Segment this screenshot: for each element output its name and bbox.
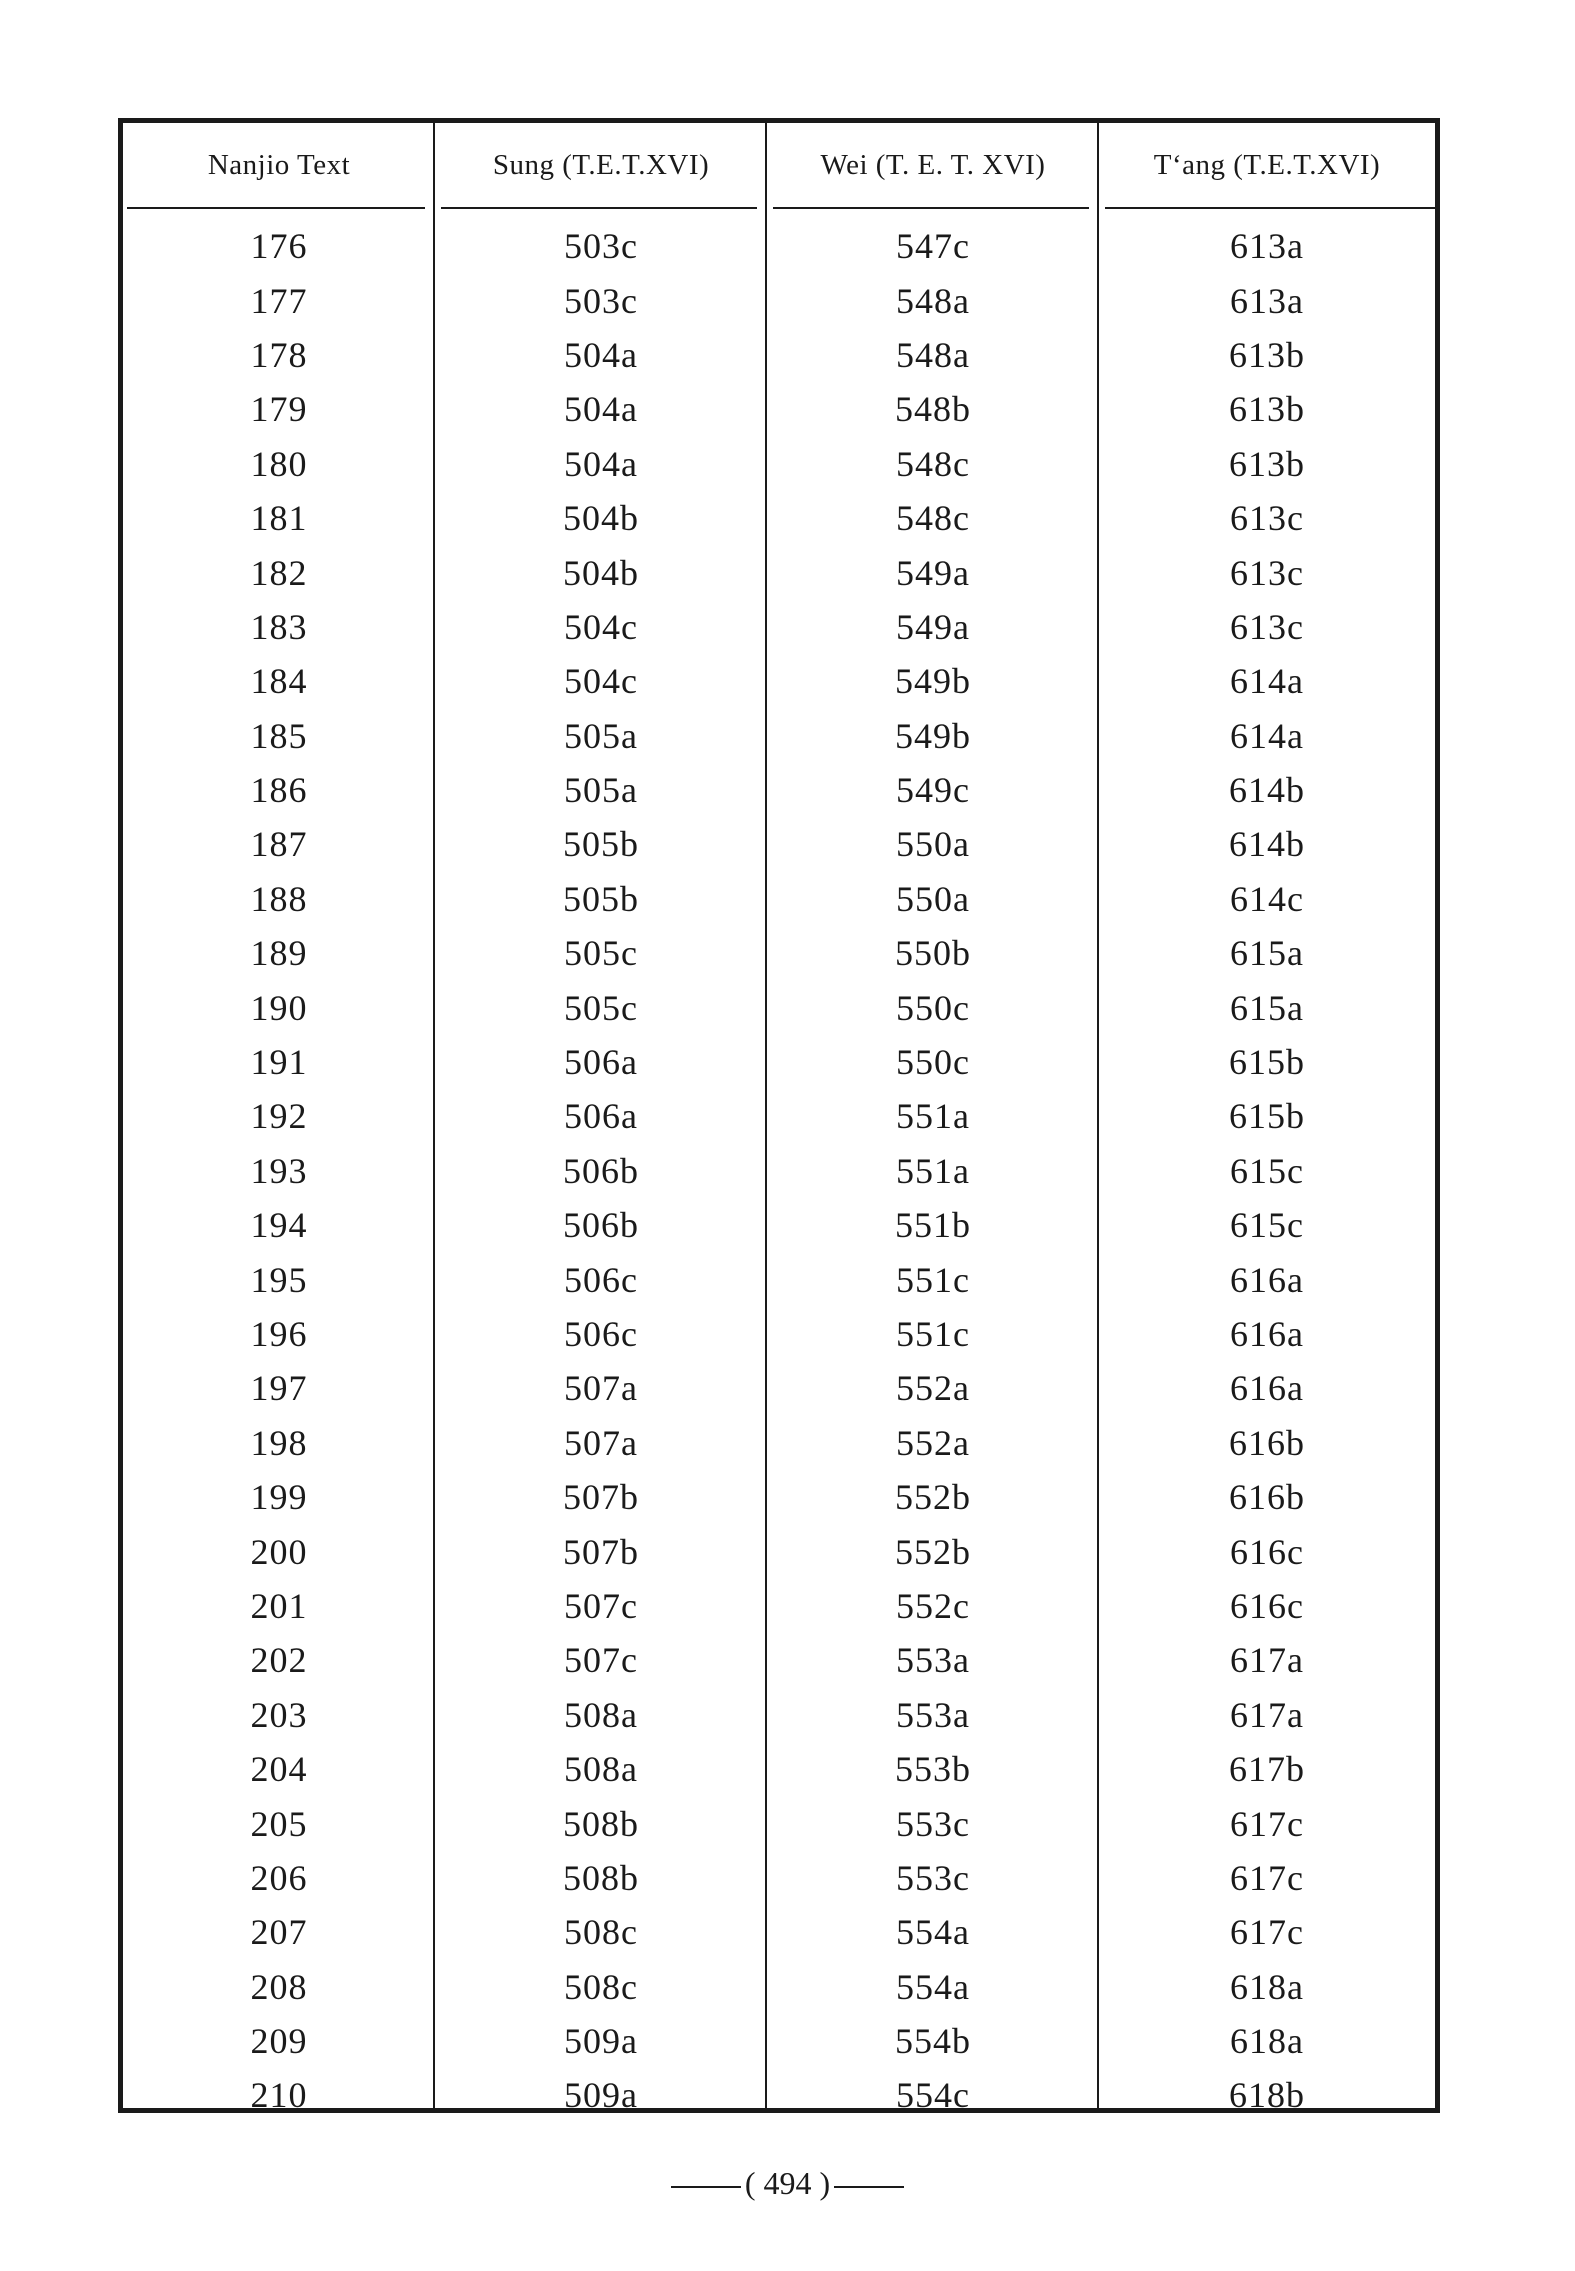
nanjio-cell: 194 <box>250 1205 308 1246</box>
wei-cell: 550a <box>896 824 970 865</box>
nanjio-cell: 192 <box>250 1096 308 1137</box>
table-row <box>123 872 1435 926</box>
wei-cell: 548b <box>895 389 971 430</box>
table-row <box>123 382 1435 436</box>
nanjio-cell: 182 <box>250 552 308 593</box>
header-rule <box>127 207 425 209</box>
wei-cell: 550b <box>895 933 971 974</box>
tang-cell: 615b <box>1229 1042 1305 1083</box>
nanjio-cell: 203 <box>250 1694 308 1735</box>
wei-cell: 552b <box>895 1531 971 1572</box>
nanjio-cell: 195 <box>250 1259 308 1300</box>
table-row <box>123 273 1435 327</box>
wei-cell: 553a <box>896 1640 970 1681</box>
table-row <box>123 1035 1435 1089</box>
table-row <box>123 1416 1435 1470</box>
tang-cell: 613c <box>1230 606 1304 647</box>
sung-cell: 504c <box>564 661 638 702</box>
tang-cell: 616c <box>1230 1585 1304 1626</box>
wei-cell: 553a <box>896 1694 970 1735</box>
nanjio-cell: 183 <box>250 606 308 647</box>
nanjio-cell: 180 <box>250 443 308 484</box>
wei-cell: 550c <box>896 1042 970 1083</box>
sung-cell: 506b <box>563 1205 639 1246</box>
table-row <box>123 980 1435 1034</box>
tang-cell: 616b <box>1229 1477 1305 1518</box>
tang-cell: 616b <box>1229 1422 1305 1463</box>
wei-cell: 551a <box>896 1150 970 1191</box>
tang-cell: 614a <box>1230 661 1304 702</box>
footer-dash <box>671 2186 741 2188</box>
table-row <box>123 1361 1435 1415</box>
nanjio-cell: 184 <box>250 661 308 702</box>
table-row <box>123 328 1435 382</box>
nanjio-cell: 185 <box>250 715 308 756</box>
sung-cell: 507a <box>564 1368 638 1409</box>
sung-cell: 503c <box>564 280 638 321</box>
wei-cell: 548c <box>896 498 970 539</box>
sung-cell: 507a <box>564 1422 638 1463</box>
sung-cell: 503c <box>564 226 638 267</box>
nanjio-cell: 181 <box>250 498 308 539</box>
sung-cell: 504c <box>564 606 638 647</box>
sung-cell: 509a <box>564 2021 638 2062</box>
nanjio-cell: 176 <box>250 226 308 267</box>
wei-cell: 548c <box>896 443 970 484</box>
tang-cell: 617a <box>1230 1640 1304 1681</box>
nanjio-cell: 189 <box>250 933 308 974</box>
footer-dash <box>834 2186 904 2188</box>
nanjio-cell: 207 <box>250 1912 308 1953</box>
nanjio-cell: 210 <box>250 2075 308 2116</box>
wei-cell: 549a <box>896 552 970 593</box>
table-row <box>123 219 1435 273</box>
tang-cell: 618a <box>1230 1966 1304 2007</box>
wei-cell: 554c <box>896 2075 970 2116</box>
wei-cell: 552a <box>896 1422 970 1463</box>
sung-cell: 507c <box>564 1640 638 1681</box>
nanjio-cell: 193 <box>250 1150 308 1191</box>
nanjio-cell: 205 <box>250 1803 308 1844</box>
tang-cell: 617c <box>1230 1803 1304 1844</box>
table-row <box>123 545 1435 599</box>
sung-cell: 505c <box>564 933 638 974</box>
table-row <box>123 1742 1435 1796</box>
tang-cell: 613b <box>1229 334 1305 375</box>
nanjio-cell: 208 <box>250 1966 308 2007</box>
tang-cell: 613b <box>1229 389 1305 430</box>
wei-cell: 551a <box>896 1096 970 1137</box>
header-sung: Sung (T.E.T.XVI) <box>492 148 710 181</box>
table-row <box>123 654 1435 708</box>
wei-cell: 554a <box>896 1912 970 1953</box>
header-tang: T‘ang (T.E.T.XVI) <box>1153 148 1381 181</box>
tang-cell: 615a <box>1230 987 1304 1028</box>
tang-cell: 616a <box>1230 1259 1304 1300</box>
header-rule <box>441 207 757 209</box>
wei-cell: 551b <box>895 1205 971 1246</box>
tang-cell: 614c <box>1230 878 1304 919</box>
header-rule <box>1105 207 1435 209</box>
wei-cell: 554b <box>895 2021 971 2062</box>
table-row <box>123 1688 1435 1742</box>
tang-cell: 615a <box>1230 933 1304 974</box>
nanjio-cell: 204 <box>250 1749 308 1790</box>
wei-cell: 550a <box>896 878 970 919</box>
sung-cell: 505b <box>563 824 639 865</box>
tang-cell: 613c <box>1230 552 1304 593</box>
sung-cell: 504b <box>563 498 639 539</box>
sung-cell: 508b <box>563 1857 639 1898</box>
table-row <box>123 1796 1435 1850</box>
table-row <box>123 709 1435 763</box>
sung-cell: 506a <box>564 1042 638 1083</box>
table-row <box>123 1633 1435 1687</box>
tang-cell: 616c <box>1230 1531 1304 1572</box>
sung-cell: 508a <box>564 1749 638 1790</box>
nanjio-cell: 186 <box>250 770 308 811</box>
tang-cell: 614b <box>1229 770 1305 811</box>
tang-cell: 613b <box>1229 443 1305 484</box>
table-row <box>123 2068 1435 2122</box>
sung-cell: 506c <box>564 1259 638 1300</box>
concordance-table <box>118 118 1440 2116</box>
page-footer <box>0 2165 1575 2202</box>
tang-cell: 617a <box>1230 1694 1304 1735</box>
tang-cell: 618b <box>1229 2075 1305 2116</box>
table-row <box>123 1198 1435 1252</box>
wei-cell: 549c <box>896 770 970 811</box>
nanjio-cell: 179 <box>250 389 308 430</box>
wei-cell: 548a <box>896 280 970 321</box>
nanjio-cell: 188 <box>250 878 308 919</box>
wei-cell: 553b <box>895 1749 971 1790</box>
sung-cell: 507c <box>564 1585 638 1626</box>
footer-close-paren: ) <box>819 2165 831 2201</box>
header-wei: Wei (T. E. T. XVI) <box>820 148 1046 181</box>
wei-cell: 549b <box>895 715 971 756</box>
table-row <box>123 2014 1435 2068</box>
nanjio-cell: 199 <box>250 1477 308 1518</box>
tang-cell: 615c <box>1230 1205 1304 1246</box>
wei-cell: 553c <box>896 1857 970 1898</box>
table-row <box>123 817 1435 871</box>
table-row <box>123 1252 1435 1306</box>
page-number: 494 <box>763 2165 812 2201</box>
sung-cell: 509a <box>564 2075 638 2116</box>
wei-cell: 547c <box>896 226 970 267</box>
sung-cell: 504a <box>564 334 638 375</box>
sung-cell: 508c <box>564 1966 638 2007</box>
table-row <box>123 926 1435 980</box>
sung-cell: 505b <box>563 878 639 919</box>
sung-cell: 505a <box>564 715 638 756</box>
wei-cell: 549a <box>896 606 970 647</box>
table-row <box>123 491 1435 545</box>
table-row <box>123 1960 1435 2014</box>
tang-cell: 616a <box>1230 1368 1304 1409</box>
header-rule <box>773 207 1089 209</box>
wei-cell: 551c <box>896 1259 970 1300</box>
table-row <box>123 600 1435 654</box>
tang-cell: 617c <box>1230 1912 1304 1953</box>
table-row <box>123 437 1435 491</box>
table-body <box>123 219 1435 2123</box>
table-row <box>123 1144 1435 1198</box>
sung-cell: 508a <box>564 1694 638 1735</box>
tang-cell: 616a <box>1230 1314 1304 1354</box>
sung-cell: 507b <box>563 1531 639 1572</box>
sung-cell: 504b <box>563 552 639 593</box>
nanjio-cell: 201 <box>250 1585 308 1626</box>
table-row <box>123 1851 1435 1905</box>
nanjio-cell: 200 <box>250 1531 308 1572</box>
nanjio-cell: 177 <box>250 280 308 321</box>
nanjio-cell: 209 <box>250 2021 308 2062</box>
wei-cell: 551c <box>896 1314 970 1354</box>
sung-cell: 508b <box>563 1803 639 1844</box>
footer-open-paren: ( <box>744 2165 756 2201</box>
table-row <box>123 1579 1435 1633</box>
tang-cell: 618a <box>1230 2021 1304 2062</box>
table-row <box>123 1905 1435 1959</box>
wei-cell: 550c <box>896 987 970 1028</box>
sung-cell: 504a <box>564 389 638 430</box>
wei-cell: 554a <box>896 1966 970 2007</box>
sung-cell: 507b <box>563 1477 639 1518</box>
tang-cell: 613a <box>1230 280 1304 321</box>
tang-cell: 614a <box>1230 715 1304 756</box>
nanjio-cell: 202 <box>250 1640 308 1681</box>
wei-cell: 552c <box>896 1585 970 1626</box>
table-row <box>123 1524 1435 1578</box>
sung-cell: 506b <box>563 1150 639 1191</box>
sung-cell: 508c <box>564 1912 638 1953</box>
table-row <box>123 763 1435 817</box>
sung-cell: 505a <box>564 770 638 811</box>
table-row <box>123 1470 1435 1524</box>
wei-cell: 553c <box>896 1803 970 1844</box>
nanjio-cell: 178 <box>250 334 308 375</box>
sung-cell: 505c <box>564 987 638 1028</box>
wei-cell: 552a <box>896 1368 970 1409</box>
table-row <box>123 1307 1435 1361</box>
tang-cell: 614b <box>1229 824 1305 865</box>
tang-cell: 615b <box>1229 1096 1305 1137</box>
tang-cell: 617c <box>1230 1857 1304 1898</box>
wei-cell: 548a <box>896 334 970 375</box>
nanjio-cell: 187 <box>250 824 308 865</box>
sung-cell: 504a <box>564 443 638 484</box>
tang-cell: 617b <box>1229 1749 1305 1790</box>
nanjio-cell: 190 <box>250 987 308 1028</box>
tang-cell: 613c <box>1230 498 1304 539</box>
nanjio-cell: 196 <box>250 1314 308 1354</box>
header-nanjio-text: Nanjio Text <box>207 148 351 181</box>
table-row <box>123 1089 1435 1143</box>
wei-cell: 549b <box>895 661 971 702</box>
nanjio-cell: 206 <box>250 1857 308 1898</box>
sung-cell: 506a <box>564 1096 638 1137</box>
nanjio-cell: 198 <box>250 1422 308 1463</box>
nanjio-cell: 197 <box>250 1368 308 1409</box>
sung-cell: 506c <box>564 1314 638 1354</box>
nanjio-cell: 191 <box>250 1042 308 1083</box>
wei-cell: 552b <box>895 1477 971 1518</box>
tang-cell: 615c <box>1230 1150 1304 1191</box>
tang-cell: 613a <box>1230 226 1304 267</box>
